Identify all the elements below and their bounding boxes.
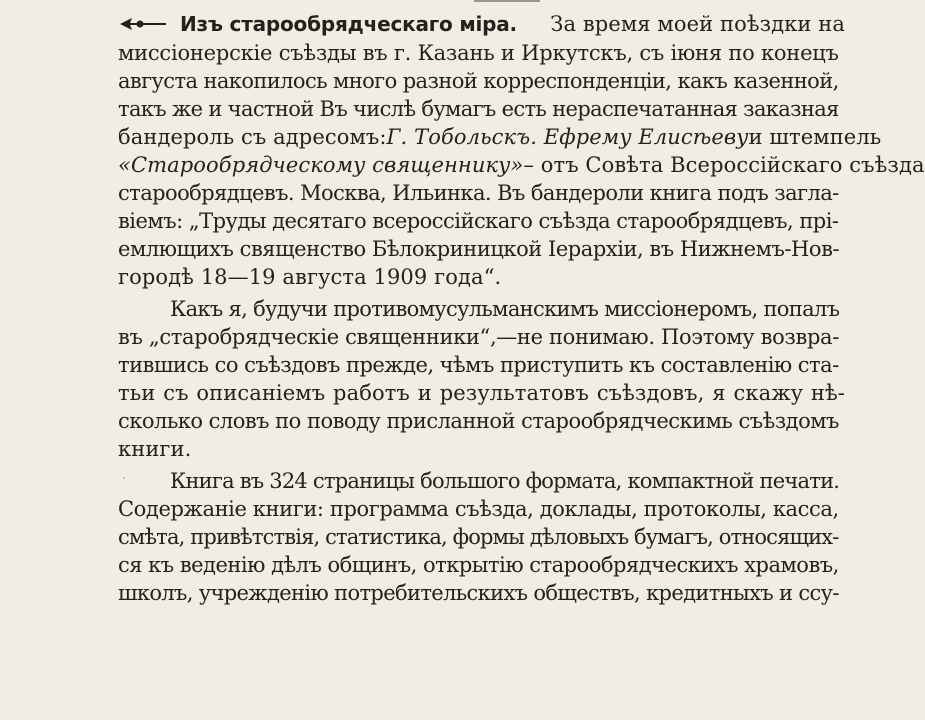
text-segment: – отъ Совѣта Всероссійскаго съѣзда xyxy=(523,153,925,177)
text-line: старообрядцевъ. Москва, Ильинка. Въ бандероли книга подъ загла- xyxy=(118,181,839,205)
text-line: сколько словъ по поводу присланной старообрядческимь съѣздомъ xyxy=(118,409,839,433)
text-segment: бандероль съ адресомъ: xyxy=(118,125,387,149)
text-line xyxy=(118,151,925,179)
text-line xyxy=(118,123,882,151)
text-line: Содержаніе книги: программа съѣзда, доклады, протоколы, касса, xyxy=(118,497,839,521)
text-line: школъ, учрежденію потребительскихъ обществъ, кредитныхъ и ссу- xyxy=(118,581,839,605)
text-line: Какъ я, будучи противомусульманскимъ миссіонеромъ, попалъ xyxy=(170,297,840,321)
text-line: тившись со съѣздовъ прежде, чѣмъ приступить къ составленію ста- xyxy=(118,353,839,377)
text-line: въ „старобрядческіе священники“,—не понимаю. Поэтому возвра- xyxy=(118,325,839,349)
text-line: смѣта, привѣтствія, статистика, формы дѣловыхъ бумагъ, относящих- xyxy=(118,525,839,549)
text-line: такъ же и частной Въ числѣ бумагъ есть нераспечатанная заказная xyxy=(118,97,839,121)
text-line: тьи съ описаніемъ работъ и результатовъ съѣздовъ, я скажу нѣ- xyxy=(118,381,845,405)
pointing-hand-ornament-icon xyxy=(118,14,168,34)
text-line: городѣ 18—19 августа 1909 года“. xyxy=(118,265,502,289)
heading-group xyxy=(118,10,517,38)
address-text: Г. Тобольскъ. Ефрему Елисѣеву xyxy=(386,125,749,149)
text-line: миссіонерскіе съѣзды въ г. Казань и Иркутскъ, съ іюня по конецъ xyxy=(118,41,839,65)
text-line: Книга въ 324 страницы большого формата, компактной печати. xyxy=(170,469,840,493)
stamp-text: «Старообрядческому священнику» xyxy=(118,153,524,177)
top-rule xyxy=(474,0,540,2)
text-line: августа накопилось много разной корреспонденціи, какъ казенной, xyxy=(118,69,839,93)
text-segment: и штемпель xyxy=(748,125,882,149)
section-heading: Изъ старообрядческаго міра. xyxy=(180,12,517,36)
text-line: емлющихъ священство Бѣлокриницкой Іерархіи, въ Нижнемъ-Нов- xyxy=(118,237,840,261)
text-line: книги. xyxy=(118,437,192,461)
text-segment: За время моей поѣздки на xyxy=(550,12,845,36)
text-line: ся къ веденію дѣлъ общинъ, открытію старообрядческихъ храмовъ, xyxy=(118,553,839,577)
text-line xyxy=(118,10,845,38)
text-line: віемъ: „Труды десятаго всероссійскаго съѣзда старообрядцевъ, прі- xyxy=(118,209,839,233)
